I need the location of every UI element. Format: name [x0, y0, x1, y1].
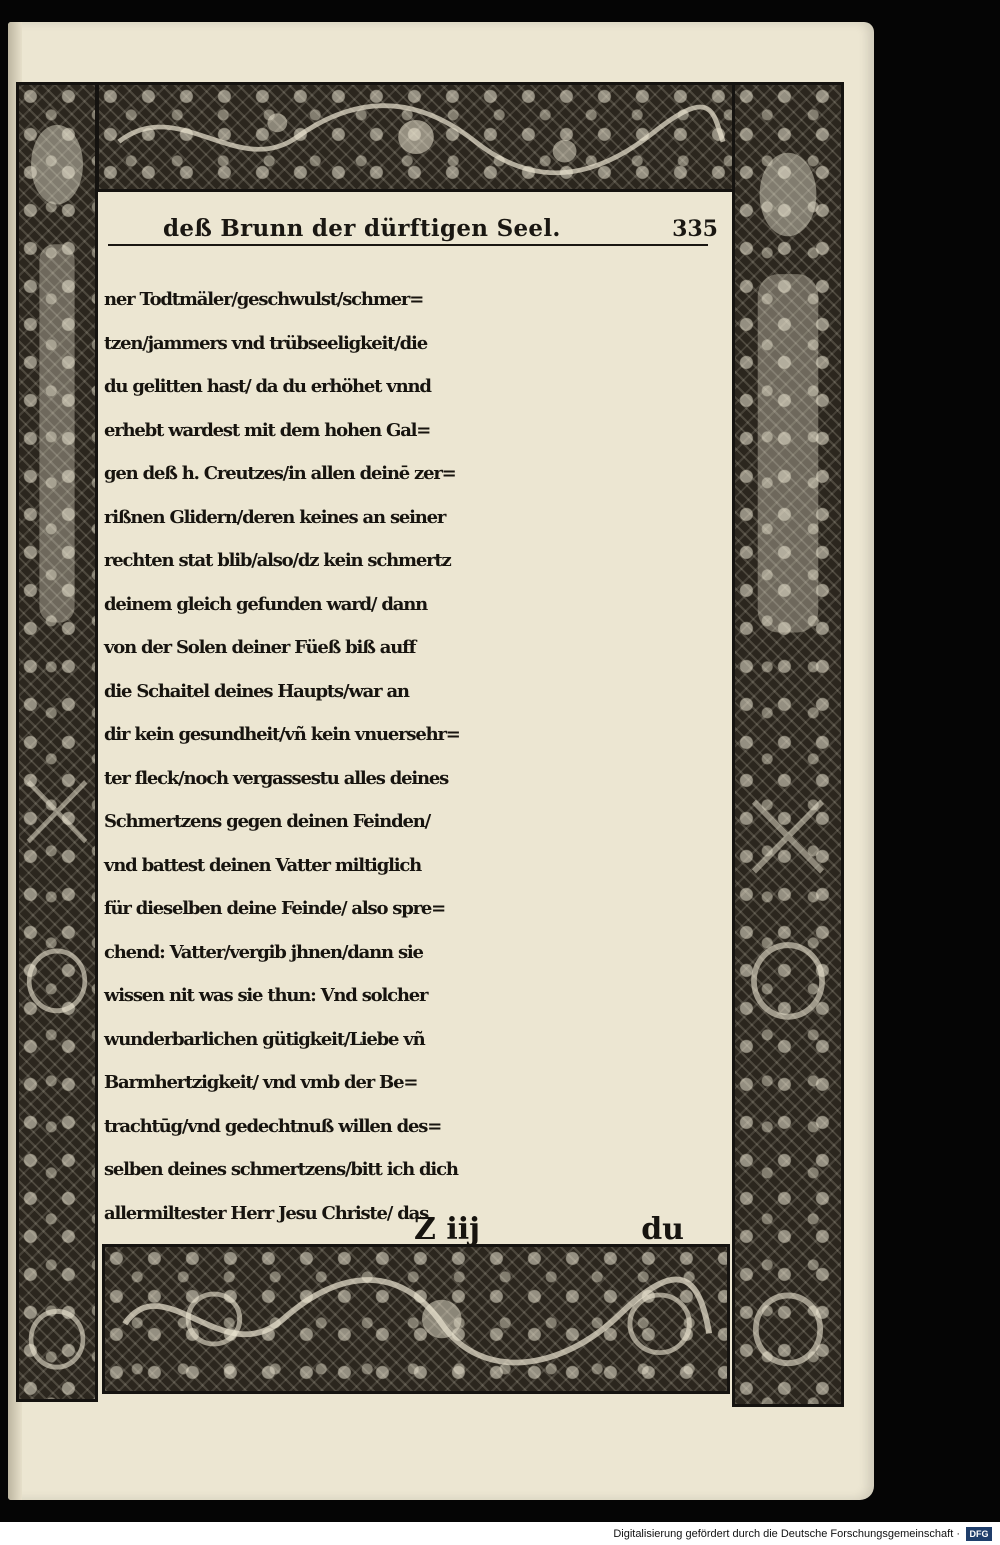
head-rule — [108, 244, 708, 246]
left-woodcut-border — [16, 82, 98, 1402]
foliage-ornament — [99, 85, 733, 189]
saint-figure-ornament — [735, 85, 841, 1404]
text-line: selben deines schmertzens/bitt ich dich — [104, 1159, 458, 1180]
text-line: wissen nit was sie thun: Vnd solcher — [104, 985, 428, 1006]
text-line: ter fleck/noch vergassestu alles deines — [104, 767, 449, 789]
text-line: erhebt wardest mit dem hohen Gal= — [104, 419, 431, 441]
figure-ornament — [19, 85, 95, 1399]
dfg-logo-icon: DFG — [966, 1527, 992, 1541]
digitization-footer — [0, 1522, 1000, 1545]
page-number: 335 — [672, 216, 718, 242]
text-line: rißnen Glidern/deren keines an seiner — [104, 506, 446, 528]
text-line: du gelitten hast/ da du erhöhet vnnd — [104, 376, 431, 397]
right-woodcut-border — [732, 82, 844, 1407]
scroll-ornament — [105, 1247, 727, 1391]
text-line: vnd battest deinen Vatter miltiglich — [104, 854, 422, 876]
text-line: tzen/jammers vnd trübseeligkeit/die — [104, 332, 427, 354]
top-woodcut-border — [96, 82, 736, 192]
text-line: dir kein gesundheit/vñ kein vnuersehr= — [104, 724, 460, 745]
text-line: für dieselben deine Feinde/ also spre= — [104, 898, 446, 919]
text-line: deinem gleich gefunden ward/ dann — [104, 593, 427, 615]
body-text — [104, 278, 744, 1235]
text-line: allermiltester Herr Jesu Christe/ das — [104, 1202, 429, 1224]
text-line: Schmertzens gegen deinen Feinden/ — [104, 811, 430, 832]
text-line: Barmhertzigkeit/ vnd vmb der Be= — [104, 1072, 418, 1093]
text-line: gen deß h. Creutzes/in allen deinē zer= — [104, 463, 456, 484]
signature-line — [104, 1212, 684, 1252]
catchword: du — [641, 1212, 684, 1247]
text-line: die Schaitel deines Haupts/war an — [104, 680, 409, 702]
running-head — [108, 202, 728, 242]
book-page — [8, 22, 874, 1500]
text-line: rechten stat blib/also/dz kein schmertz — [104, 550, 451, 571]
bottom-woodcut-border — [102, 1244, 730, 1394]
text-line: von der Solen deiner Füeß biß auff — [104, 637, 416, 658]
footer-credit: Digitalisierung gefördert durch die Deutsche Forschungsgemeinschaft · — [613, 1527, 960, 1540]
text-line: chend: Vatter/vergib jhnen/dann sie — [104, 941, 423, 963]
running-title: deß Brunn der dürftigen Seel. — [163, 215, 561, 242]
text-line: wunderbarlichen gütigkeit/Liebe vñ — [104, 1028, 425, 1050]
signature-mark: Z iij — [414, 1212, 480, 1247]
text-line: ner Todtmäler/geschwulst/schmer= — [104, 289, 424, 310]
text-line: trachtūg/vnd gedechtnuß willen des= — [104, 1115, 442, 1137]
